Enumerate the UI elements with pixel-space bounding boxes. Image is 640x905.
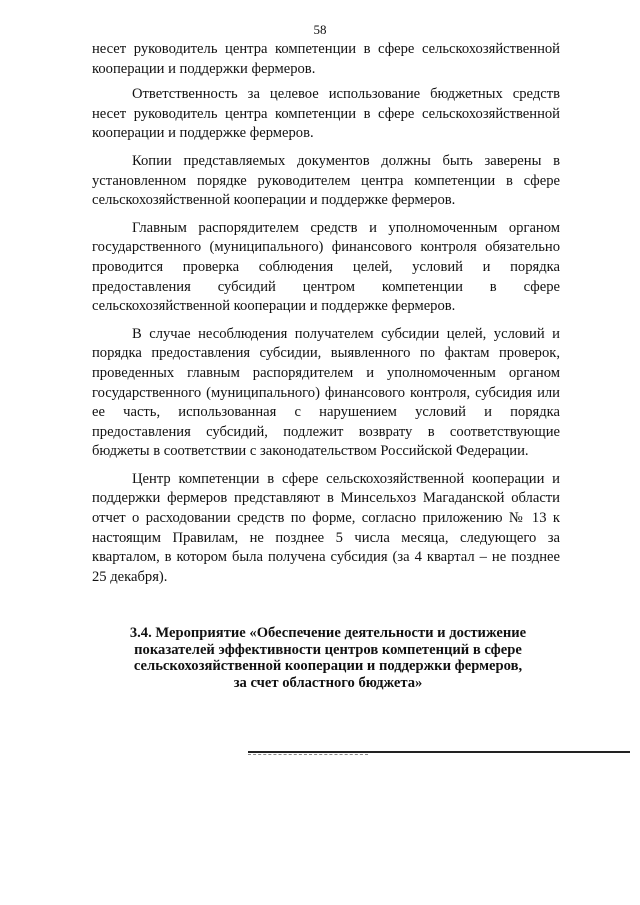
section-heading-line: за счет областного бюджета» xyxy=(233,674,423,691)
paragraph-expense-report: Центр компетенции в сфере сельскохозяйственной кооперации и поддержки фермеров представляют в Минсельхоз Магаданской области отчет о расходовании средств по форме, согласно приложению № 13 к настоящим Правилам, не позднее 5 числа месяца, следующего за кварталом, в котором была получена субсидия (за 4 квартал – не позднее 25 декабря). xyxy=(92,470,560,585)
page-number: 58 xyxy=(313,22,327,37)
scan-artifact-line xyxy=(248,754,368,755)
paragraph-compliance-check: Главным распорядителем средств и уполномоченным органом государственного (муниципального) финансового контроля обязательно проводится проверка соблюдения целей, условий и порядка предоставления субсидий центром компетенции в сфере сельскохозяйственной кооперации и поддержке фермеров. xyxy=(92,219,560,315)
paragraph-responsibility: Ответственность за целевое использование бюджетных средств несет руководитель центра компетенции в сфере сельскохозяйственной кооперации и поддержке фермеров. xyxy=(92,86,560,142)
section-heading-line: 3.4. Мероприятие «Обеспечение деятельности и достижение xyxy=(129,625,527,641)
document-body xyxy=(92,40,560,595)
paragraph-subsidy-refund: В случае несоблюдения получателем субсидии целей, условий и порядка предоставления субсидии, выявленного по фактам проверок, проведенных главным распорядителем и уполномоченным органом государственного (муниципального) финансового контроля, субсидия или ее часть, использованная с нарушением условий и порядка предоставления субсидий, подлежит возврату в соответствующие бюджеты в соответствии с законодательством Российской Федерации. xyxy=(92,325,560,460)
paragraph-continuation: несет руководитель центра компетенции в сфере сельскохозяйственной кооперации и поддержки фермеров. xyxy=(92,41,560,77)
section-heading xyxy=(108,625,548,691)
horizontal-rule xyxy=(248,751,630,753)
section-heading-line: сельскохозяйственной кооперации и поддержки фермеров, xyxy=(133,658,523,675)
paragraph-document-copies: Копии представляемых документов должны быть заверены в установленном порядке руководителем центра компетенции в сфере сельскохозяйственной кооперации и поддержке фермеров. xyxy=(92,152,560,209)
section-heading-line: показателей эффективности центров компетенций в сфере xyxy=(134,641,522,658)
